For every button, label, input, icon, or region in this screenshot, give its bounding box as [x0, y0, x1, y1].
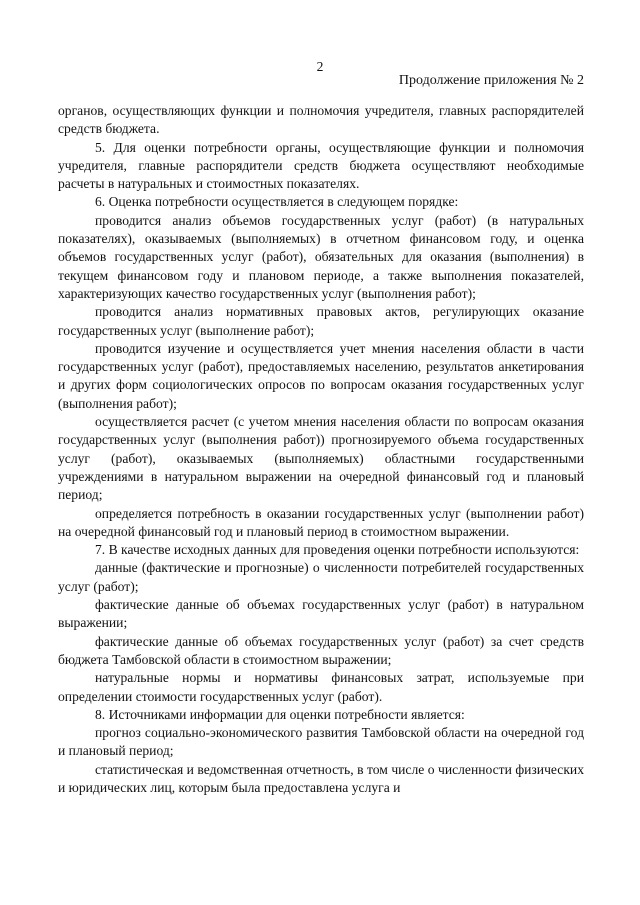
paragraph-7-data-1: данные (фактические и прогнозные) о численности потребителей государственных услуг (работ);	[58, 560, 584, 594]
paragraph-8-source-1: прогноз социально-экономического развития Тамбовской области на очередной год и плановый период;	[58, 725, 584, 759]
paragraph-item-5: 5. Для оценки потребности органы, осуществляющие функции и полномочия учредителя, главные распорядители средств бюджета осуществляют необходимые расчеты в натуральных и стоимостных показателях.	[58, 139, 584, 192]
paragraph-6-step-2: проводится анализ нормативных правовых актов, регулирующих оказание государственных услуг (выполнение работ);	[58, 304, 584, 338]
paragraph-item-6: 6. Оценка потребности осуществляется в следующем порядке:	[95, 194, 459, 210]
appendix-continuation-header: Продолжение приложения № 2	[398, 73, 584, 88]
paragraph-item-7: 7. В качестве исходных данных для проведения оценки потребности используются:	[95, 542, 580, 558]
paragraph-6-step-3: проводится изучение и осуществляется учет мнения населения области в части государственных услуг (работ), предоставляемых населению, результатов анкетирования и других форм социологических опросов по вопросам оказания государственных услуг (выполнения работ);	[58, 340, 584, 411]
paragraph-6-step-4: осуществляется расчет (с учетом мнения населения области по вопросам оказания государственных услуг (выполнения работ)) прогнозируемого объема государственных услуг (работ), оказываемых (выполняемых) областными государственными учреждениями в натуральном выражении на очередной финансовый год и плановый период;	[58, 414, 584, 503]
paragraph-7-data-2: фактические данные об объемах государственных услуг (работ) в натуральном выражении;	[58, 597, 584, 631]
paragraph-7-data-3: фактические данные об объемах государственных услуг (работ) за счет средств бюджета Тамбовской области в стоимостном выражении;	[58, 633, 584, 667]
paragraph-8-source-2: статистическая и ведомственная отчетность, в том числе о численности физических и юридических лиц, которым была предоставлена услуга и	[58, 761, 584, 795]
paragraph-6-step-5: определяется потребность в оказании государственных услуг (выполнении работ) на очередной финансовый год и плановый период в стоимостном выражении.	[58, 505, 584, 539]
paragraph-6-step-1: проводится анализ объемов государственных услуг (работ) (в натуральных показателях), оказываемых (выполняемых) в отчетном финансовом году, и оценка объемов государственных услуг (работ), обязательных для оказания (выполнения) в текущем финансовом году и плановом периоде, а также выполнения показателей, характеризующих качество государственных услуг (выполнения работ);	[58, 212, 584, 301]
page-number: 2	[316, 59, 324, 74]
paragraph-item-8: 8. Источниками информации для оценки потребности является:	[95, 706, 465, 722]
document-body	[58, 102, 584, 797]
paragraph-continuation: органов, осуществляющих функции и полномочия учредителя, главных распорядителей средств бюджета.	[58, 103, 584, 137]
paragraph-7-data-4: натуральные нормы и нормативы финансовых затрат, используемые при определении стоимости государственных услуг (работ).	[58, 670, 584, 704]
